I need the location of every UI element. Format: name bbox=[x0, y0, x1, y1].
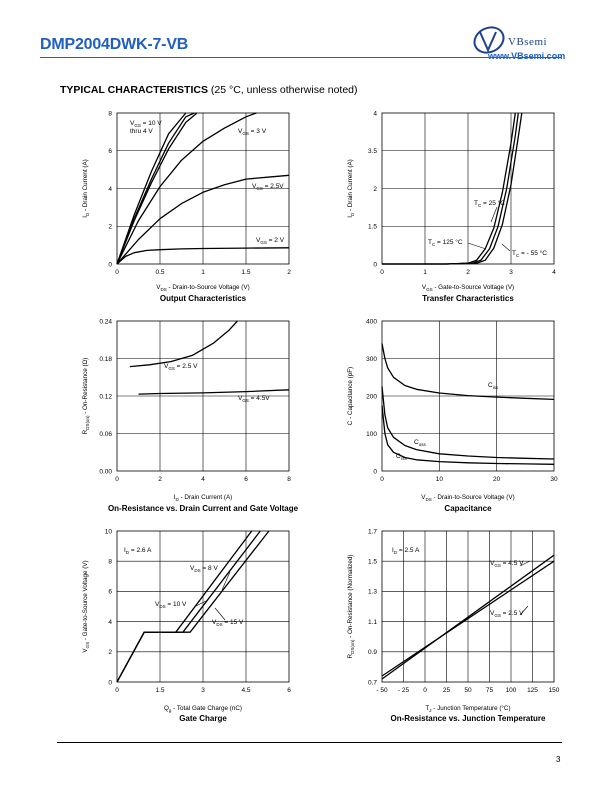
onrestemp-xlabel: $T_J$ - Junction Temperature (°C) bbox=[425, 705, 511, 713]
onrestemp-xtick-label: 0 bbox=[423, 687, 427, 694]
onres-xtick-label: 0 bbox=[115, 476, 119, 483]
transfer-xlabel: $V_{GS}$ - Gate-to-Source Voltage (V) bbox=[421, 284, 515, 292]
capacitance-chart bbox=[347, 318, 558, 513]
onres-ytick-label: 0.24 bbox=[99, 318, 112, 326]
onrestemp-xtick-label: 100 bbox=[505, 687, 517, 694]
output-ytick-label: 8 bbox=[108, 110, 112, 118]
onrestemp-annotation: $V_{GS} = 4.5$ V bbox=[490, 560, 524, 568]
gatecharge-xtick-label: 3 bbox=[201, 687, 205, 694]
output-xtick-label: 0 bbox=[115, 269, 119, 276]
onres-title: On-Resistance vs. Drain Current and Gate Voltage bbox=[107, 504, 299, 513]
gatecharge-ytick-label: 6 bbox=[108, 588, 112, 596]
onrestemp-ylabel: $R_{DS(on)}$ - On-Resistance (Normalized) bbox=[347, 554, 355, 659]
onrestemp-ytick-label: 0.7 bbox=[367, 679, 377, 687]
output-xtick-label: 1 bbox=[201, 269, 205, 276]
capacitance-annotation: $C_{rss}$ bbox=[396, 453, 407, 461]
onres-xtick-label: 6 bbox=[244, 476, 248, 483]
footer-rule bbox=[57, 742, 562, 743]
onres-annotation: $V_{GS} = 2.5$ V bbox=[164, 363, 198, 371]
gatecharge-annotation: $V_{DS} = 10$ V bbox=[155, 601, 187, 609]
capacitance-title: Capacitance bbox=[444, 504, 492, 513]
gatecharge-annotation: $V_{DS} = 15$ V bbox=[212, 619, 244, 627]
onrestemp-ytick-label: 1.1 bbox=[367, 618, 377, 626]
onres-ytick-label: 0.12 bbox=[99, 393, 112, 401]
transfer-annotation: $T_C = 25$ °C bbox=[474, 200, 505, 208]
gatecharge-ytick-label: 4 bbox=[108, 618, 112, 626]
output-ylabel: $I_D$ - Drain Current (A) bbox=[82, 159, 90, 218]
output-title: Output Characteristics bbox=[159, 294, 247, 303]
onres-series-line-1 bbox=[139, 390, 290, 394]
capacitance-ylabel: C - Capacitance (pF) bbox=[347, 366, 354, 426]
transfer-ylabel: $I_D$ - Drain Current (A) bbox=[347, 159, 355, 218]
capacitance-ytick-label: 0 bbox=[373, 468, 377, 476]
output-annotation: $V_{GS} = 2.5V$ bbox=[252, 183, 284, 191]
gatecharge-title: Gate Charge bbox=[179, 714, 227, 723]
gatecharge-leader-line bbox=[222, 572, 230, 590]
output-ytick-label: 2 bbox=[108, 223, 112, 231]
gatecharge-xtick-label: 4.5 bbox=[241, 687, 251, 694]
capacitance-annotation: $C_{oss}$ bbox=[414, 439, 426, 447]
transfer-title: Transfer Characteristics bbox=[422, 294, 514, 303]
output-annotation: $V_{GS} = 3$ V bbox=[238, 128, 267, 136]
gatecharge-xlabel: $Q_g$ - Total Gate Charge (nC) bbox=[163, 705, 243, 713]
gatecharge-annotation: $V_{DS} = 8$ V bbox=[190, 565, 218, 573]
onrestemp-xtick-label: - 25 bbox=[397, 687, 410, 694]
onrestemp-ytick-label: 1.3 bbox=[367, 588, 377, 596]
gatecharge-annotation: $I_D = 2.6$ A bbox=[124, 547, 152, 555]
gatecharge-ylabel: $V_{GS}$ - Gate-to-Source Voltage (V) bbox=[82, 560, 90, 653]
output-xtick-label: 2 bbox=[287, 269, 291, 276]
brand-url[interactable]: www.VBsemi.com bbox=[488, 51, 566, 61]
gatecharge-ytick-label: 10 bbox=[104, 528, 112, 536]
capacitance-xtick-label: 10 bbox=[435, 476, 443, 483]
gatecharge-xtick-label: 6 bbox=[287, 687, 291, 694]
capacitance-ytick-label: 100 bbox=[366, 430, 377, 438]
onres-xtick-label: 2 bbox=[158, 476, 162, 483]
capacitance-xlabel: $V_{DS}$ - Drain-to-Source Voltage (V) bbox=[421, 494, 515, 502]
capacitance-xtick-label: 0 bbox=[380, 476, 384, 483]
section-title-note: (25 °C, unless otherwise noted) bbox=[207, 84, 358, 96]
onres-ytick-label: 0.18 bbox=[99, 355, 112, 363]
transfer-xtick-label: 1 bbox=[423, 269, 427, 276]
transfer-annotation: $T_C$ = - 55 °C bbox=[512, 250, 547, 258]
onres-ytick-label: 0.00 bbox=[99, 468, 112, 476]
onrestemp-ytick-label: 1.5 bbox=[367, 558, 377, 566]
transfer-xtick-label: 0 bbox=[380, 269, 384, 276]
onrestemp-annotation: $I_D = 2.5$ A bbox=[392, 547, 420, 555]
transfer-ytick-label: 2 bbox=[373, 185, 377, 193]
transfer-xtick-label: 4 bbox=[552, 269, 556, 276]
capacitance-series-line-1 bbox=[382, 387, 554, 459]
output-ytick-label: 0 bbox=[108, 261, 112, 269]
onres-ytick-label: 0.06 bbox=[99, 430, 112, 438]
onres-xtick-label: 4 bbox=[201, 476, 205, 483]
transfer-ytick-label: 1.5 bbox=[367, 223, 377, 231]
output-xtick-label: 1.5 bbox=[241, 269, 251, 276]
onrestemp-chart bbox=[347, 528, 560, 723]
capacitance-series-line-0 bbox=[382, 344, 554, 400]
gatecharge-ytick-label: 8 bbox=[108, 558, 112, 566]
output-ytick-label: 4 bbox=[108, 185, 112, 193]
onres-xlabel: $I_D$ - Drain Current (A) bbox=[173, 494, 233, 502]
onres-annotation: $V_{GS} = 4.5V$ bbox=[238, 395, 270, 403]
section-title-bold: TYPICAL CHARACTERISTICS bbox=[60, 84, 208, 96]
transfer-ytick-label: 3.5 bbox=[367, 148, 377, 156]
output-chart bbox=[82, 110, 291, 303]
onres-chart bbox=[82, 318, 299, 513]
onrestemp-ytick-label: 1.7 bbox=[367, 528, 377, 536]
output-xlabel: $V_{DS}$ - Drain-to-Source Voltage (V) bbox=[156, 284, 250, 292]
output-xtick-label: 0.5 bbox=[155, 269, 165, 276]
page-number: 3 bbox=[556, 755, 561, 764]
onrestemp-xtick-label: 125 bbox=[527, 687, 538, 694]
output-annotation: $V_{GS} = 10$ V bbox=[130, 120, 162, 128]
gatecharge-ytick-label: 2 bbox=[108, 649, 112, 657]
output-ytick-label: 6 bbox=[108, 148, 112, 156]
onrestemp-xtick-label: 75 bbox=[485, 687, 494, 694]
transfer-leader-line bbox=[468, 243, 486, 249]
onres-xtick-label: 8 bbox=[287, 476, 291, 483]
onrestemp-xtick-label: 150 bbox=[548, 687, 560, 694]
part-number: DMP2004DWK-7-VB bbox=[40, 36, 189, 53]
capacitance-ytick-label: 300 bbox=[366, 355, 377, 363]
onrestemp-title: On-Resistance vs. Junction Temperature bbox=[390, 714, 546, 723]
capacitance-annotation: $C_{iss}$ bbox=[488, 382, 499, 390]
onrestemp-xtick-label: - 50 bbox=[376, 687, 388, 694]
onres-ylabel: $R_{DS(on)}$ - On-Resistance (Ω) bbox=[82, 357, 90, 435]
transfer-leader-line bbox=[502, 244, 510, 251]
onrestemp-ytick-label: 0.9 bbox=[367, 649, 377, 657]
onrestemp-xtick-label: 50 bbox=[464, 687, 472, 694]
gatecharge-ytick-label: 0 bbox=[108, 679, 112, 687]
capacitance-xtick-label: 20 bbox=[493, 476, 501, 483]
transfer-ytick-label: 4 bbox=[373, 110, 377, 118]
capacitance-ytick-label: 400 bbox=[366, 318, 377, 326]
transfer-ytick-label: 0 bbox=[373, 261, 377, 269]
capacitance-ytick-label: 200 bbox=[366, 393, 377, 401]
onrestemp-annotation: $V_{GS} = 2.5$ V bbox=[490, 610, 524, 618]
output-annotation-line2: thru 4 V bbox=[130, 128, 153, 135]
brand-name: VBsemi bbox=[508, 36, 548, 48]
transfer-xtick-label: 2 bbox=[466, 269, 470, 276]
gatecharge-chart bbox=[82, 528, 291, 723]
capacitance-xtick-label: 30 bbox=[550, 476, 558, 483]
gatecharge-xtick-label: 1.5 bbox=[155, 687, 165, 694]
transfer-annotation: $T_C = 125$ °C bbox=[428, 239, 463, 247]
transfer-chart bbox=[347, 110, 556, 303]
onrestemp-xtick-label: 25 bbox=[442, 687, 451, 694]
output-annotation: $V_{GS} = 2$ V bbox=[256, 237, 285, 245]
gatecharge-xtick-label: 0 bbox=[115, 687, 119, 694]
transfer-xtick-label: 3 bbox=[509, 269, 513, 276]
onres-series-line-0 bbox=[130, 321, 238, 367]
